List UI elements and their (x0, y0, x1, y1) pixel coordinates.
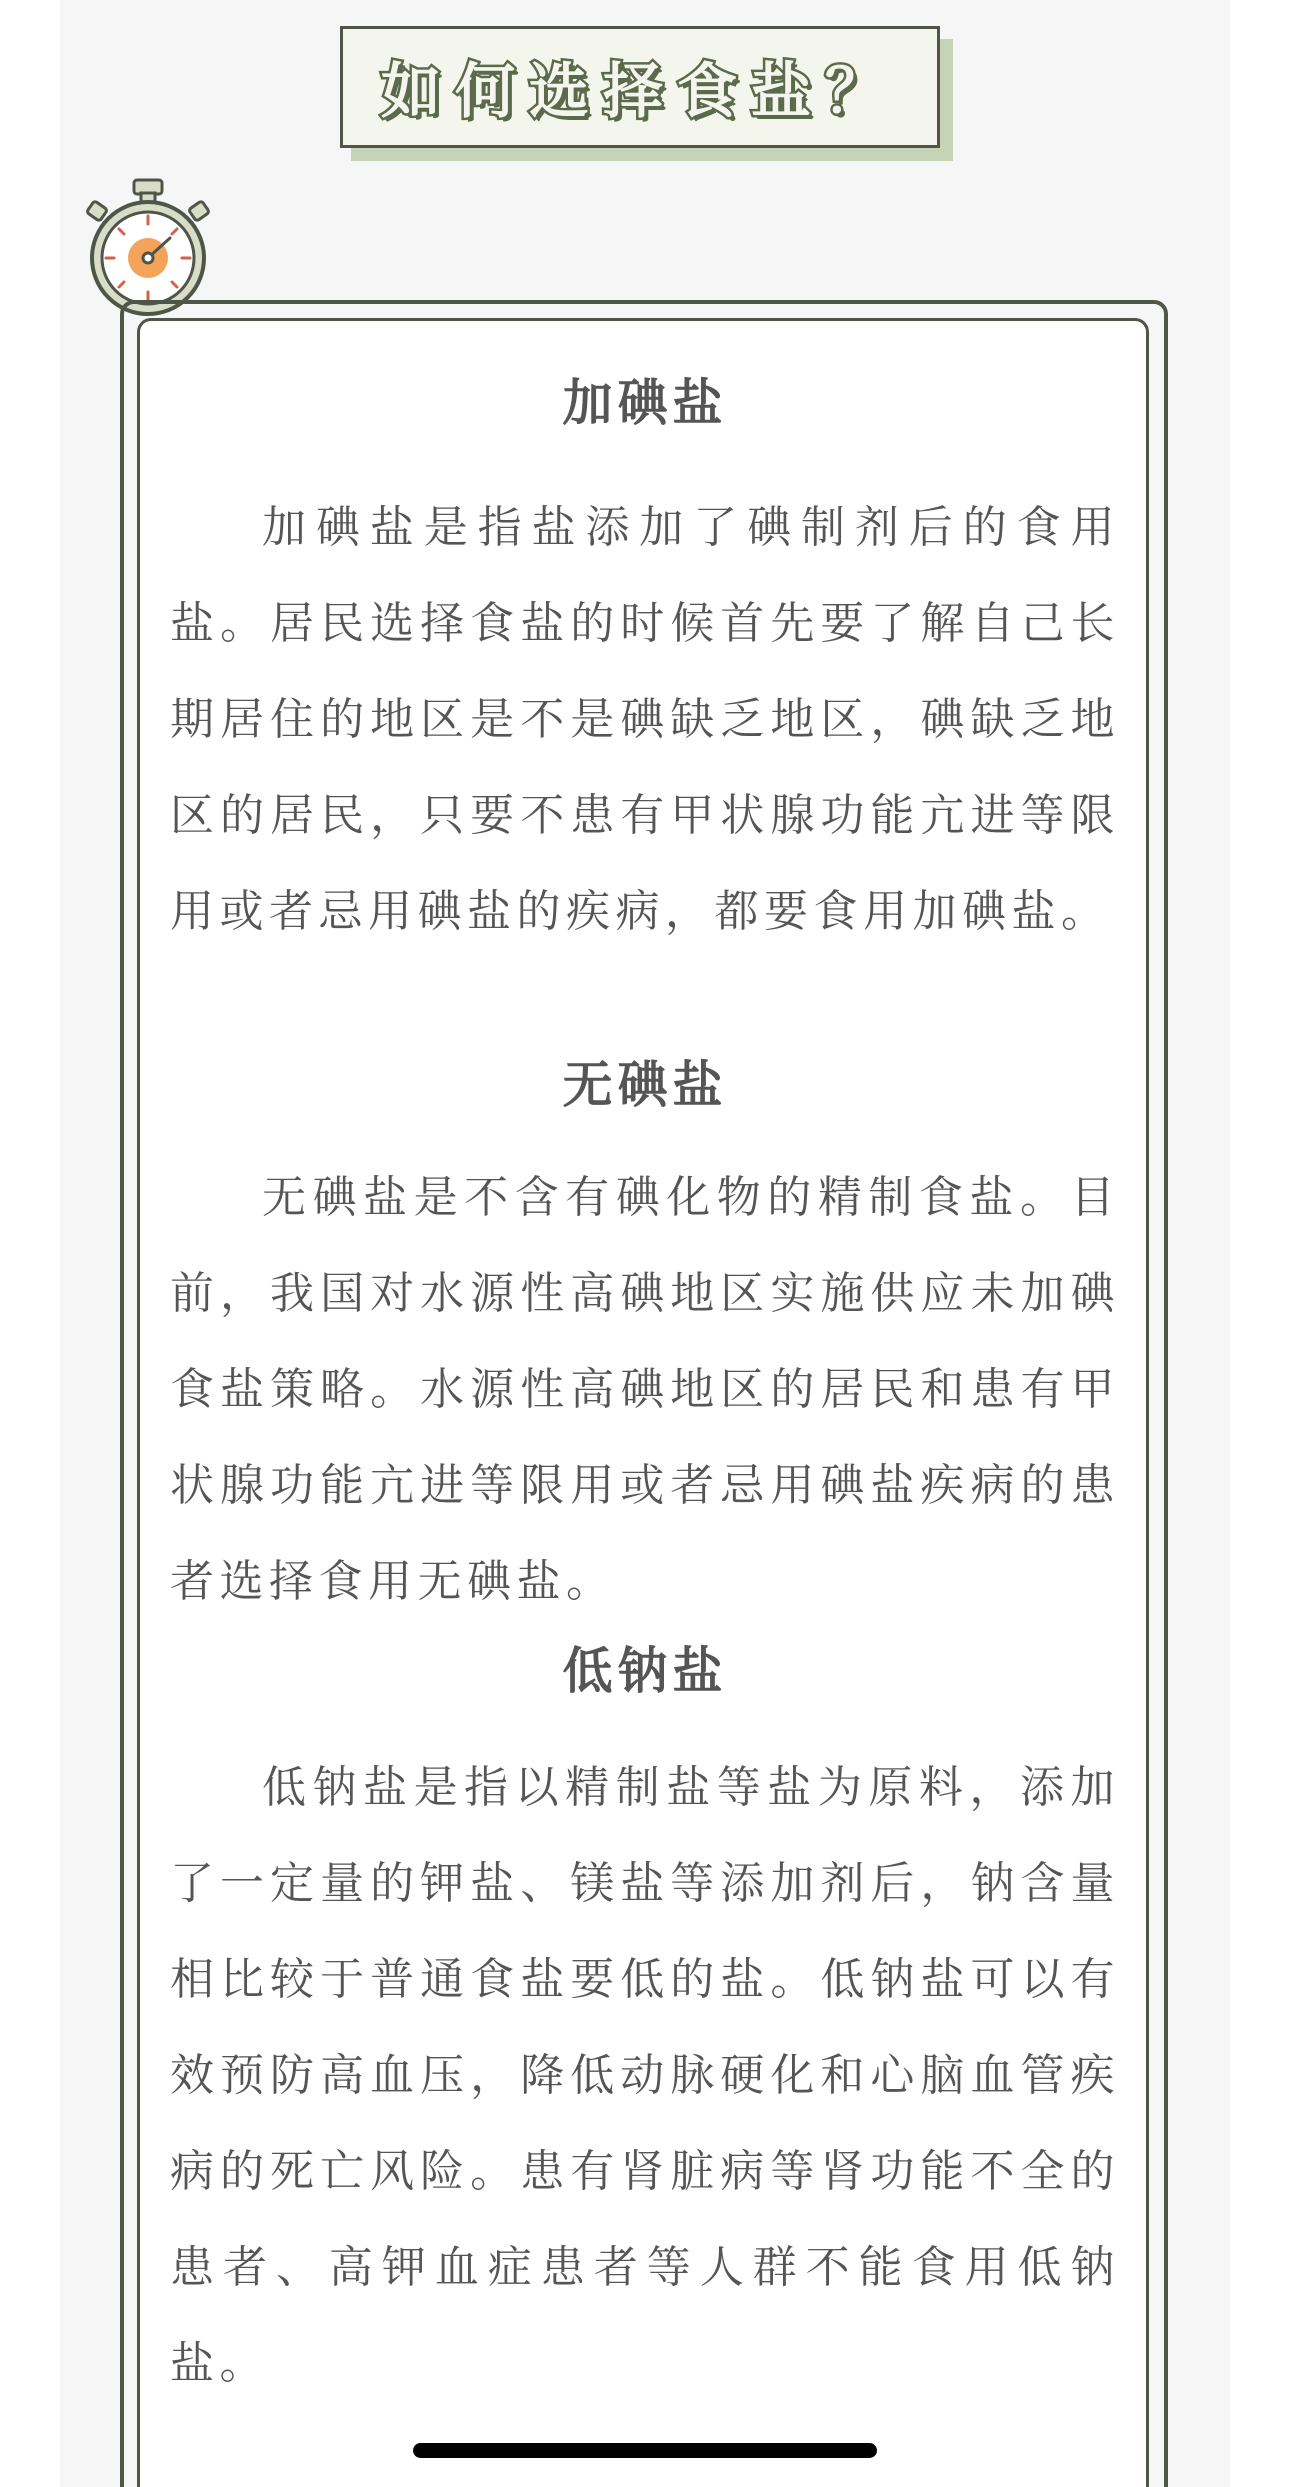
section-non-iodized-salt (170, 1050, 1120, 1630)
section-heading: 无碘盐 (562, 1056, 728, 1114)
section-body: 加碘盐是指盐添加了碘制剂后的食用盐。居民选择食盐的时候首先要了解自己长期居住的地区是不是碘缺乏地区，碘缺乏地区的居民，只要不患有甲状腺功能亢进等限用或者忌用碘盐的疾病，都要食用加碘盐。 (170, 502, 1120, 937)
section-heading: 低钠盐 (562, 1642, 728, 1700)
section-heading: 加碘盐 (562, 374, 728, 432)
home-indicator[interactable] (413, 2443, 877, 2458)
section-body: 无碘盐是不含有碘化物的精制食盐。目前，我国对水源性高碘地区实施供应未加碘食盐策略。水源性高碘地区的居民和患有甲状腺功能亢进等限用或者忌用碘盐疾病的患者选择食用无碘盐。 (170, 1172, 1120, 1607)
stopwatch-icon (86, 178, 210, 318)
section-body: 低钠盐是指以精制盐等盐为原料，添加了一定量的钾盐、镁盐等添加剂后，钠含量相比较于普通食盐要低的盐。低钠盐可以有效预防高血压，降低动脉硬化和心脑血管疾病的死亡风险。患有肾脏病等肾功能不全的患者、高钾血症患者等人群不能食用低钠盐。 (170, 1762, 1120, 2389)
page-title: 如何选择食盐？ (381, 57, 899, 127)
section-iodized-salt (170, 368, 1120, 960)
title-banner (340, 26, 940, 148)
section-low-sodium-salt (170, 1636, 1120, 2412)
